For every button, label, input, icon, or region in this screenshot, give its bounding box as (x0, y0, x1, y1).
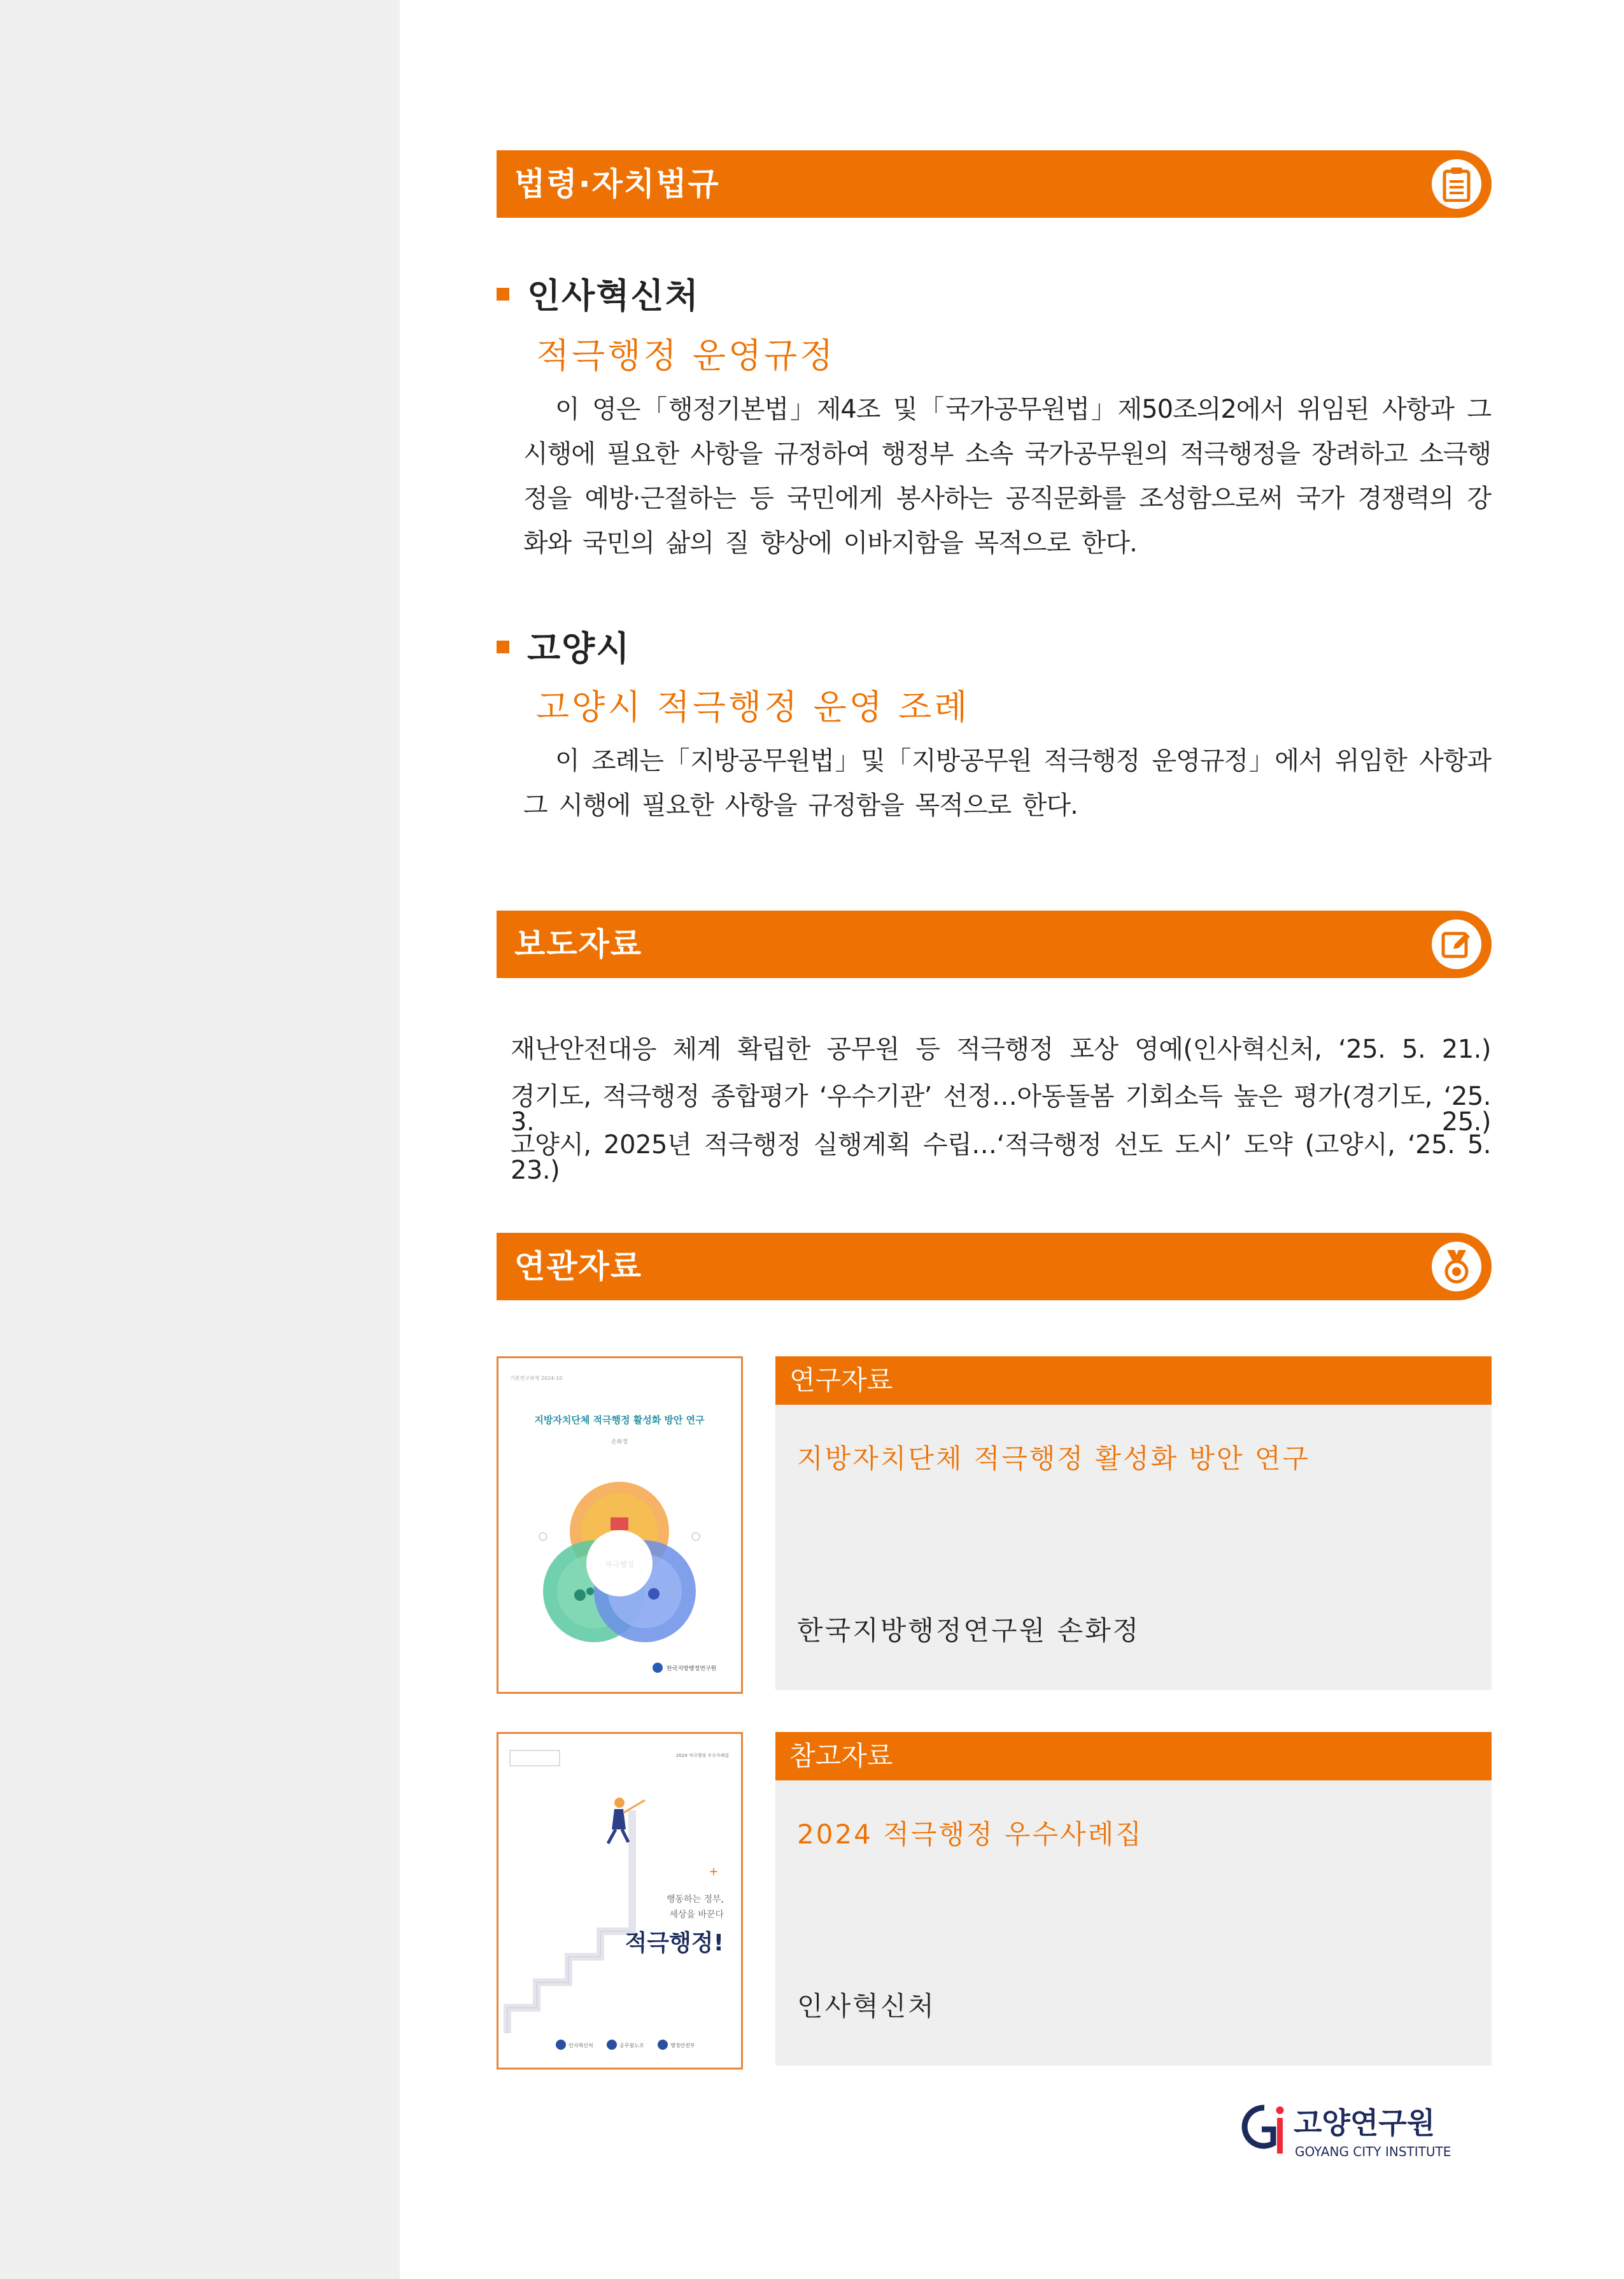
cover-slogan-1: 행동하는 정부, (666, 1894, 724, 1905)
cover-author: 손화정 (611, 1439, 628, 1445)
cover-top-right: 2024 적극행정 우수사례집 (675, 1753, 729, 1758)
related-card-1[interactable] (775, 1356, 1492, 1690)
law-title-1: 적극행정 운영규정 (536, 336, 836, 376)
org-name: 인사혁신처 (527, 276, 700, 316)
category-label: 참고자료 (789, 1740, 893, 1771)
report-cover-thumbnail[interactable] (497, 1356, 743, 1694)
cover-publisher: 한국지방행정연구원 (667, 1666, 717, 1672)
logo-name-ko: 고양연구원 (1294, 2106, 1436, 2140)
edit-icon (1432, 919, 1481, 969)
law-description-1: 이 영은「행정기본법」제4조 및「국가공무원법」제50조의2에서 위임된 사항과 그 시행에 필요한 사항을 규정하여 행정부 소속 국가공무원의 적극행정을 장려하고 소극행정을 예방·근절하는 등 국민에게 봉사하는 공직문화를 조성함으로써 국가 경쟁력의 강화와 국민의 삶의 질 향상에 이바지함을 목적으로 한다. (523, 395, 1491, 558)
goyang-institute-logo (1236, 2099, 1491, 2160)
law-title-2: 고양시 적극행정 운영 조례 (536, 687, 970, 727)
press-link-2[interactable]: 경기도, 적극행정 종합평가 ‘우수기관’ 선정…아동돌봄 기회소득 높은 평가(경기도, ‘25. 3. 25.) (511, 1082, 1491, 1137)
medal-icon (1432, 1242, 1481, 1291)
press-link-1[interactable]: 재난안전대응 체계 확립한 공무원 등 적극행정 포상 영예(인사혁신처, ‘25. 5. 21.) (511, 1035, 1491, 1064)
section-bar-related (497, 1233, 1492, 1300)
related-card-2[interactable] (775, 1732, 1492, 2066)
logo-name-en: GOYANG CITY INSTITUTE (1295, 2144, 1451, 2159)
section-bar-laws (497, 150, 1492, 218)
cover-big-title: 적극행정! (625, 1930, 724, 1956)
cover-slogan-2: 세상을 바꾼다 (669, 1910, 724, 1920)
section-title-laws: 법령·자치법규 (514, 166, 720, 202)
cover-org-3: 행정안전부 (670, 2043, 695, 2048)
bullet-square (497, 641, 509, 653)
related-source: 한국지방행정연구원 손화정 (797, 1615, 1141, 1646)
related-title-link[interactable]: 2024 적극행정 우수사례집 (797, 1819, 1143, 1850)
section-title-press: 보도자료 (514, 926, 643, 963)
cover-center: 적극행정 (604, 1560, 635, 1569)
category-tag (775, 1732, 1492, 1780)
cover-org-2: 공무원노조 (619, 2043, 644, 2048)
category-tag (775, 1356, 1492, 1405)
category-label: 연구자료 (789, 1365, 893, 1396)
org-name: 고양시 (527, 628, 631, 669)
svg-text:+: + (709, 1865, 719, 1878)
press-link-3[interactable]: 고양시, 2025년 적극행정 실행계획 수립…‘적극행정 선도 도시’ 도약 (고양시, ‘25. 5. 23.) (511, 1130, 1491, 1185)
cover-series: 기본연구과제 2024-10 (510, 1375, 563, 1381)
law-description-2: 이 조례는「지방공무원법」및「지방공무원 적극행정 운영규정」에서 위임한 사항과 그 시행에 필요한 사항을 규정함을 목적으로 한다. (523, 746, 1491, 820)
related-title-link[interactable]: 지방자치단체 적극행정 활성화 방안 연구 (797, 1443, 1311, 1474)
cover-title: 지방자치단체 적극행정 활성화 방안 연구 (534, 1414, 705, 1426)
casebook-cover-thumbnail[interactable] (497, 1732, 743, 2070)
org-heading-2 (497, 621, 631, 671)
left-margin (0, 0, 400, 2279)
clipboard-icon (1432, 159, 1481, 209)
org-heading-1 (497, 269, 700, 318)
cover-org-1: 인사혁신처 (568, 2043, 593, 2048)
section-bar-press (497, 911, 1492, 978)
bullet-square (497, 288, 509, 301)
section-title-related: 연관자료 (514, 1248, 643, 1285)
related-source: 인사혁신처 (797, 1991, 936, 2022)
